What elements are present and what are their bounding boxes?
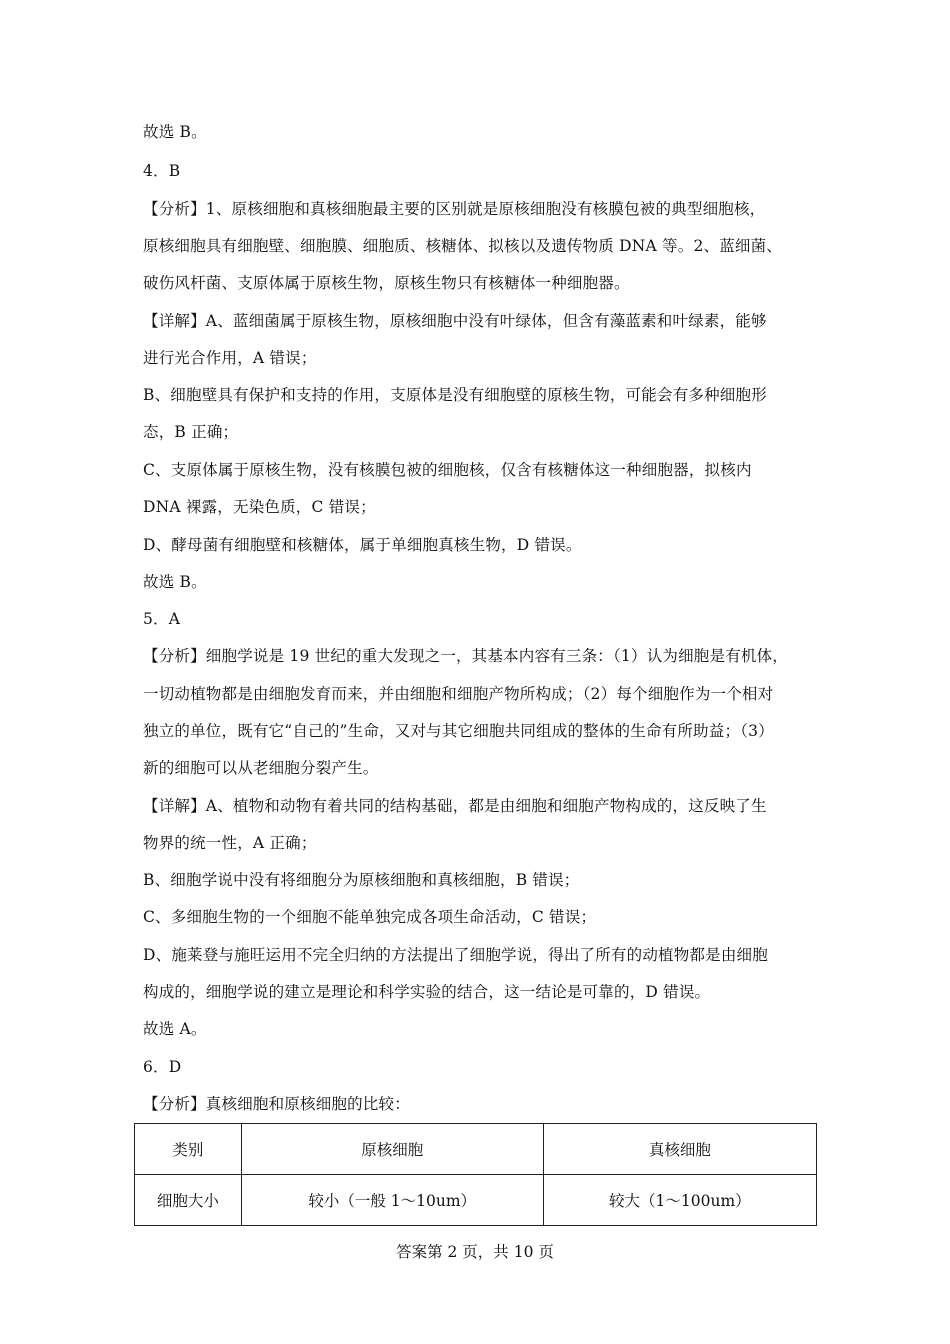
- answer-number: 5．A: [143, 610, 181, 628]
- text-line: D、施莱登与施旺运用不完全归纳的方法提出了细胞学说，得出了所有的动植物都是由细胞: [143, 946, 768, 964]
- text-line: 态，B 正确；: [143, 423, 239, 441]
- text-line: 独立的单位，既有它“自己的”生命，又对与其它细胞共同组成的整体的生命有所助益；（3）: [143, 722, 774, 740]
- text-line: 【分析】真核细胞和原核细胞的比较：: [143, 1095, 410, 1113]
- table-header-row: [135, 1124, 817, 1175]
- answer-number: 6．D: [143, 1058, 182, 1076]
- text-line: C、多细胞生物的一个细胞不能单独完成各项生命活动，C 错误；: [143, 908, 597, 926]
- text-line: 新的细胞可以从老细胞分裂产生。: [143, 759, 379, 777]
- text-line: B、细胞学说中没有将细胞分为原核细胞和真核细胞，B 错误；: [143, 871, 580, 889]
- text-line: 【详解】A、植物和动物有着共同的结构基础，都是由细胞和细胞产物构成的，这反映了生: [143, 797, 767, 815]
- table-row: [135, 1175, 817, 1226]
- text-line: 物界的统一性，A 正确；: [143, 834, 317, 852]
- text-line: 一切动植物都是由细胞发育而来，并由细胞和细胞产物所构成；（2）每个细胞作为一个相对: [143, 685, 774, 703]
- table-cell: 较小（一般 1～10um）: [241, 1175, 543, 1226]
- table-cell: 细胞大小: [135, 1175, 242, 1226]
- answer-number: 4．B: [143, 162, 181, 180]
- text-line: 【详解】A、蓝细菌属于原核生物，原核细胞中没有叶绿体，但含有藻蓝素和叶绿素，能够: [143, 312, 767, 330]
- text-line: 进行光合作用，A 错误；: [143, 349, 317, 367]
- table-header-cell: 原核细胞: [241, 1124, 543, 1175]
- comparison-table: [134, 1123, 817, 1226]
- text-line: DNA 裸露，无染色质，C 错误；: [143, 498, 376, 516]
- text-line: 故选 B。: [143, 573, 207, 591]
- text-line: 故选 B。: [143, 123, 207, 141]
- text-line: 原核细胞具有细胞壁、细胞膜、细胞质、核糖体、拟核以及遗传物质 DNA 等。2、蓝细菌、: [143, 237, 783, 255]
- text-line: B、细胞壁具有保护和支持的作用，支原体是没有细胞壁的原核生物，可能会有多种细胞形: [143, 386, 767, 404]
- table-header-cell: 类别: [135, 1124, 242, 1175]
- table-header-cell: 真核细胞: [543, 1124, 816, 1175]
- page-footer: 答案第 2 页，共 10 页: [396, 1243, 554, 1261]
- text-line: 构成的，细胞学说的建立是理论和科学实验的结合，这一结论是可靠的，D 错误。: [143, 983, 711, 1001]
- text-line: 【分析】细胞学说是 19 世纪的重大发现之一，其基本内容有三条：（1）认为细胞是有机体，: [143, 647, 788, 665]
- text-line: 【分析】1、原核细胞和真核细胞最主要的区别就是原核细胞没有核膜包被的典型细胞核，: [143, 200, 766, 218]
- text-line: C、支原体属于原核生物，没有核膜包被的细胞核，仅含有核糖体这一种细胞器，拟核内: [143, 461, 752, 479]
- text-line: 故选 A。: [143, 1020, 207, 1038]
- text-line: D、酵母菌有细胞壁和核糖体，属于单细胞真核生物，D 错误。: [143, 536, 582, 554]
- text-line: 破伤风杆菌、支原体属于原核生物，原核生物只有核糖体一种细胞器。: [143, 274, 630, 292]
- table-cell: 较大（1～100um）: [543, 1175, 816, 1226]
